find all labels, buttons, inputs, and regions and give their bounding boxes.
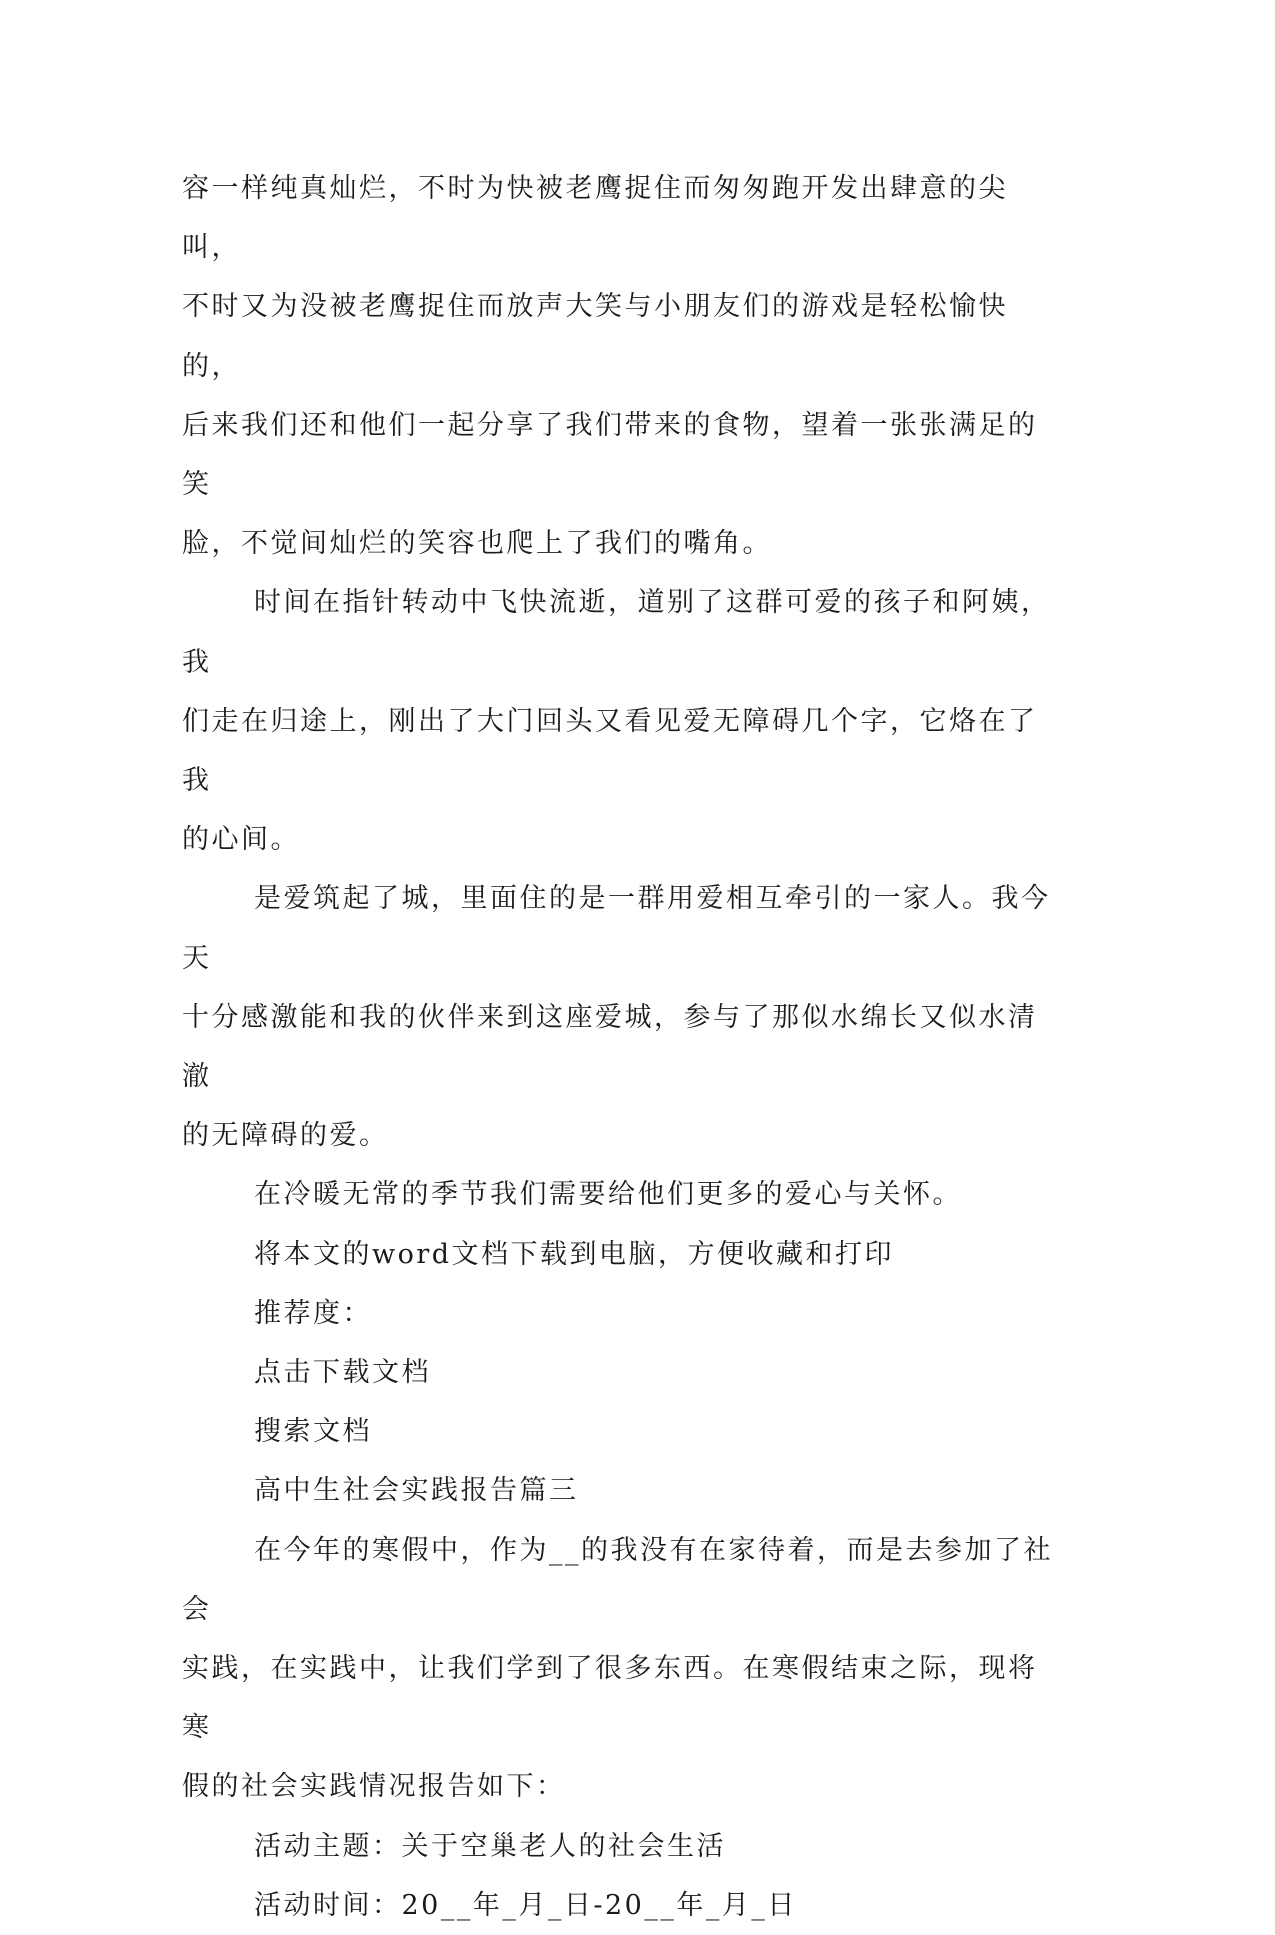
text-line: 容一样纯真灿烂，不时为快被老鹰捉住而匆匆跑开发出肆意的尖叫， (182, 173, 1008, 264)
paragraph-winter-break (182, 1521, 1062, 1817)
search-document-link[interactable] (182, 1402, 1062, 1461)
text-line: 后来我们还和他们一起分享了我们带来的食物，望着一张张满足的笑 (182, 409, 1038, 501)
document-body (182, 159, 1062, 1935)
text-line: 活动时间：20__年_月_日-20__年_月_日 (254, 1889, 797, 1921)
recommend-rating-label (182, 1284, 1062, 1343)
text-line: 时间在指针转动中飞快流逝，道别了这群可爱的孩子和阿姨，我 (182, 587, 1051, 678)
text-line: 的无障碍的爱。 (182, 1120, 389, 1152)
text-line: 搜索文档 (254, 1416, 372, 1448)
paragraph-game-story (182, 159, 1062, 573)
text-line: 将本文的word文档下载到电脑，方便收藏和打印 (254, 1238, 895, 1270)
text-line: 实践，在实践中，让我们学到了很多东西。在寒假结束之际，现将寒 (182, 1653, 1038, 1744)
paragraph-farewell (182, 573, 1062, 869)
text-line: 脸，不觉间灿烂的笑容也爬上了我们的嘴角。 (182, 528, 772, 560)
paragraph-care (182, 1165, 1062, 1224)
section-heading (182, 1461, 1062, 1520)
download-word-prompt[interactable] (182, 1225, 1062, 1284)
text-line: 们走在归途上，刚出了大门回头又看见爱无障碍几个字，它烙在了我 (182, 705, 1038, 797)
text-line: 十分感激能和我的伙伴来到这座爱城，参与了那似水绵长又似水清澈 (182, 1001, 1038, 1093)
activity-theme (182, 1817, 1062, 1876)
text-line: 不时又为没被老鹰捉住而放声大笑与小朋友们的游戏是轻松愉快的， (182, 291, 1008, 382)
download-document-link[interactable] (182, 1343, 1062, 1402)
text-line: 的心间。 (182, 824, 300, 856)
text-line: 点击下载文档 (254, 1357, 431, 1389)
text-line: 活动主题：关于空巢老人的社会生活 (254, 1830, 726, 1862)
text-line: 在今年的寒假中，作为__的我没有在家待着，而是去参加了社会 (182, 1534, 1053, 1625)
paragraph-love-city (182, 869, 1062, 1165)
text-line: 推荐度： (254, 1297, 372, 1329)
text-line: 高中生社会实践报告篇三 (254, 1475, 579, 1507)
text-line: 在冷暖无常的季节我们需要给他们更多的爱心与关怀。 (254, 1179, 962, 1211)
text-line: 假的社会实践情况报告如下： (182, 1771, 566, 1803)
text-line: 是爱筑起了城，里面住的是一群用爱相互牵引的一家人。我今天 (182, 883, 1051, 974)
activity-time (182, 1876, 1062, 1935)
